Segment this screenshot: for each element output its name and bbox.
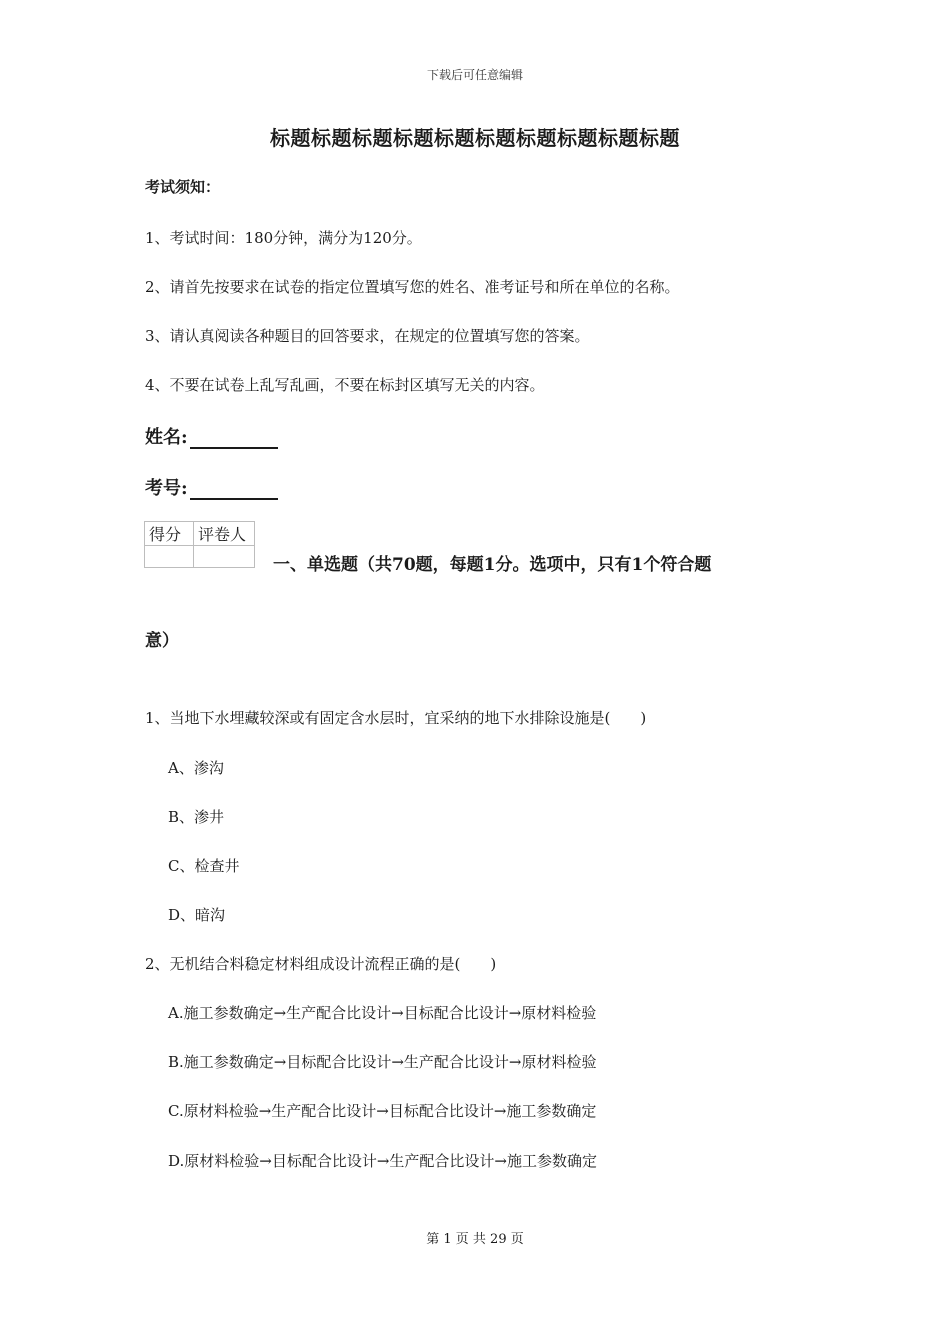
question-stem-1: 1、当地下水埋藏较深或有固定含水层时，宜采纳的地下水排除设施是( ) (145, 709, 647, 727)
score-header: 得分 (145, 522, 194, 546)
section-title-continued: 意） (145, 631, 179, 651)
exam-number-blank-line[interactable] (190, 480, 278, 500)
option-2a: A.施工参数确定→生产配合比设计→目标配合比设计→原材料检验 (168, 1004, 597, 1022)
exam-number-field (145, 474, 278, 500)
score-table-header-row (145, 522, 255, 546)
option-1b: B、渗井 (168, 808, 225, 826)
notice-item: 2、请首先按要求在试卷的指定位置填写您的姓名、准考证号和所在单位的名称。 (145, 278, 680, 296)
page-footer: 第 1 页 共 29 页 (426, 1232, 524, 1247)
document-title: 标题标题标题标题标题标题标题标题标题标题 (270, 126, 680, 150)
option-1a: A、渗沟 (168, 759, 224, 777)
grader-header: 评卷人 (194, 522, 255, 546)
notice-item: 3、请认真阅读各种题目的回答要求，在规定的位置填写您的答案。 (145, 327, 590, 345)
score-table (144, 521, 255, 568)
option-2b: B.施工参数确定→目标配合比设计→生产配合比设计→原材料检验 (168, 1053, 597, 1071)
notice-item: 4、不要在试卷上乱写乱画，不要在标封区填写无关的内容。 (145, 376, 545, 394)
question-stem-2: 2、无机结合料稳定材料组成设计流程正确的是( ) (145, 955, 497, 973)
score-cell[interactable] (145, 546, 194, 568)
option-2d: D.原材料检验→目标配合比设计→生产配合比设计→施工参数确定 (168, 1152, 597, 1170)
header-note: 下载后可任意编辑 (426, 68, 523, 82)
name-label: 姓名: (145, 427, 188, 448)
score-table-empty-row (145, 546, 255, 568)
notice-heading: 考试须知： (145, 178, 221, 196)
exam-number-label: 考号: (145, 478, 188, 499)
option-1c: C、检查井 (168, 857, 240, 875)
name-field (145, 423, 278, 449)
name-blank-line[interactable] (190, 429, 278, 449)
notice-item: 1、考试时间：180分钟，满分为120分。 (145, 229, 422, 247)
section-title: 一、单选题（共70题，每题1分。选项中，只有1个符合题 (273, 555, 712, 575)
option-2c: C.原材料检验→生产配合比设计→目标配合比设计→施工参数确定 (168, 1102, 597, 1120)
option-1d: D、暗沟 (168, 906, 226, 924)
grader-cell[interactable] (194, 546, 255, 568)
